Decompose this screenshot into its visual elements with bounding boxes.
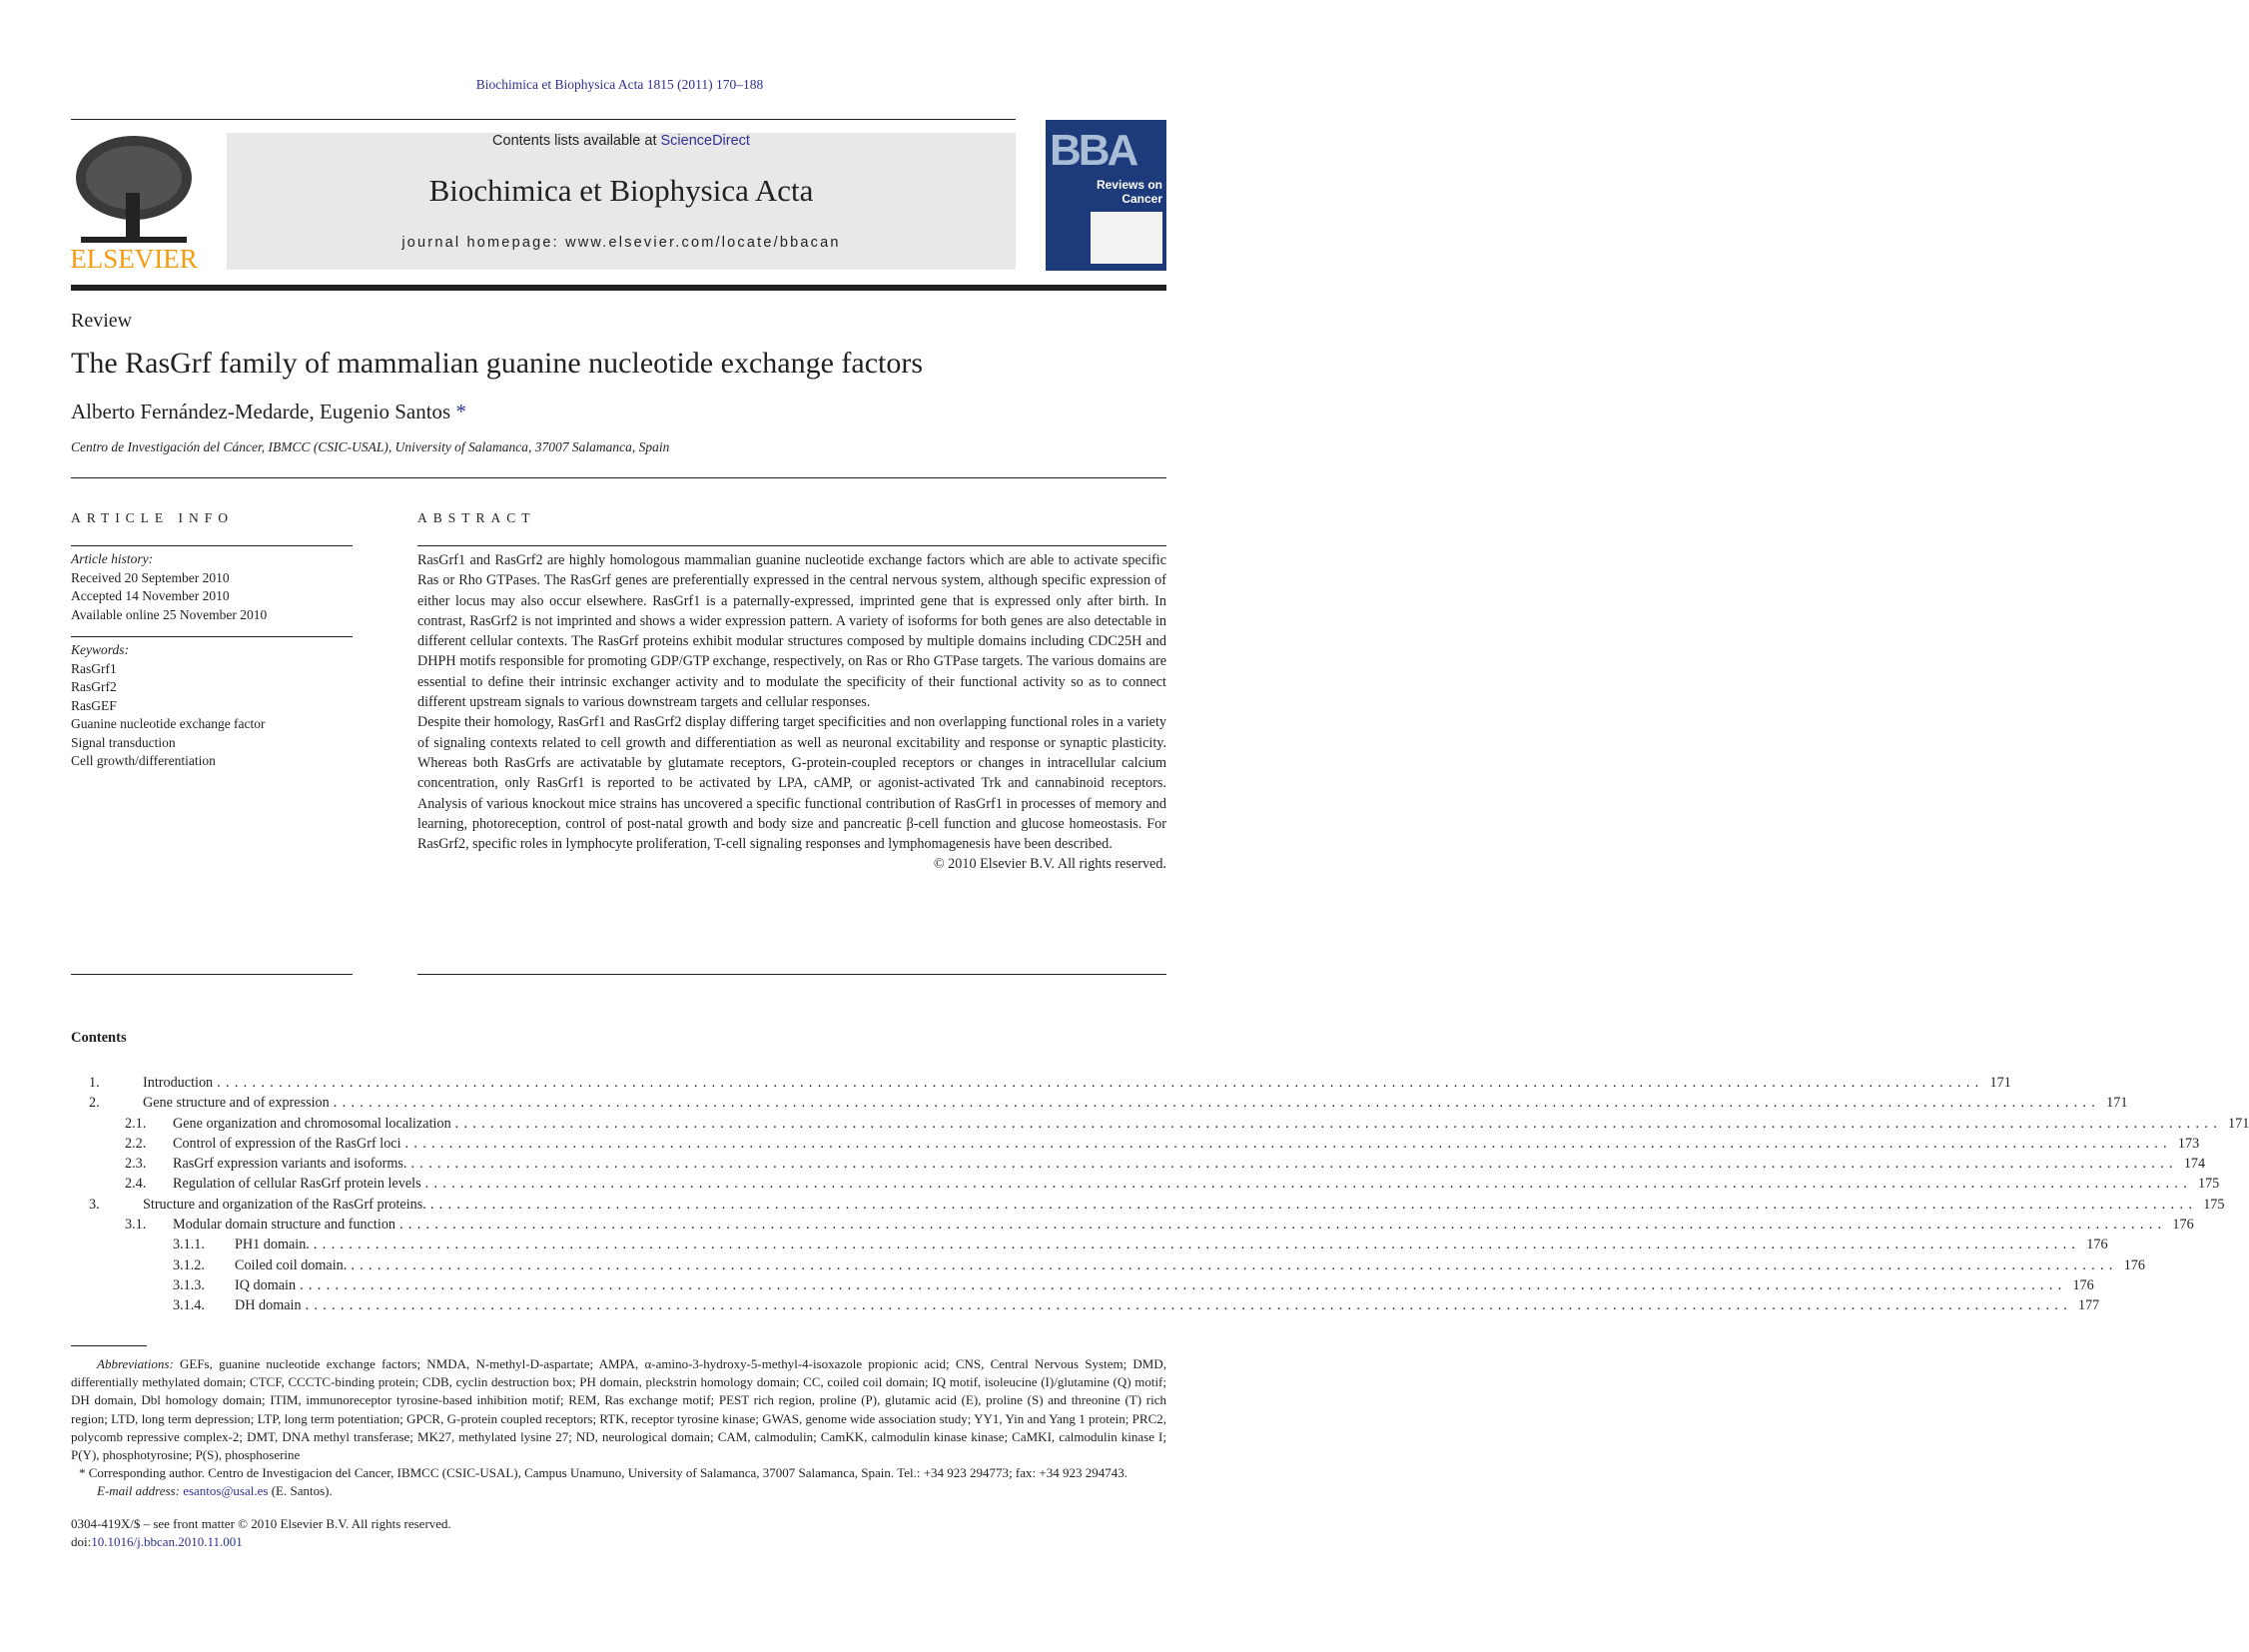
toc-entry[interactable] xyxy=(71,1295,2100,1315)
journal-citation[interactable]: Biochimica et Biophysica Acta 1815 (2011) 170–188 xyxy=(475,77,764,92)
divider xyxy=(71,974,353,975)
toc-page[interactable]: 171 xyxy=(2106,1095,2128,1112)
toc-entry[interactable] xyxy=(71,1235,2108,1254)
divider xyxy=(71,477,1166,478)
toc-entry[interactable] xyxy=(71,1275,2094,1295)
journal-cover[interactable] xyxy=(1046,120,1166,271)
keyword: RasGrf2 xyxy=(71,679,117,694)
toc-leader: ........................................................................................................................................................................................................ xyxy=(305,1297,2072,1314)
toc-page[interactable]: 175 xyxy=(2203,1196,2225,1213)
toc-entry[interactable] xyxy=(71,1073,2011,1093)
toc-page[interactable]: 176 xyxy=(2123,1256,2145,1273)
toc-leader: ........................................................................................................................................................................................................ xyxy=(429,1196,2198,1213)
email-note: E-mail address: esantos@usal.es (E. Santos). xyxy=(97,1483,333,1499)
toc-page[interactable]: 174 xyxy=(2183,1156,2206,1173)
toc-leader: ........................................................................................................................................................................................................ xyxy=(399,1217,2167,1234)
toc-label[interactable]: DH domain xyxy=(235,1295,306,1315)
toc-number: 3.1. xyxy=(125,1217,147,1234)
keywords: Keywords: RasGrf1 RasGrf2 RasGEF Guanine nucleotide exchange factor Signal transduction Cell growth/differentiation xyxy=(71,641,353,771)
toc-leader: ........................................................................................................................................................................................................ xyxy=(410,1156,2178,1173)
toc-number: 3.1.2. xyxy=(173,1256,205,1273)
toc-leader: ........................................................................................................................................................................................................ xyxy=(404,1135,2172,1152)
article-info-heading: ARTICLE INFO xyxy=(71,510,235,525)
keyword: Cell growth/differentiation xyxy=(71,753,216,768)
divider xyxy=(71,545,353,546)
sciencedirect-link[interactable]: ScienceDirect xyxy=(660,133,750,149)
email-link[interactable]: esantos@usal.es xyxy=(183,1483,269,1499)
abstract-heading: ABSTRACT xyxy=(417,510,536,525)
toc-leader: ........................................................................................................................................................................................................ xyxy=(351,1256,2118,1273)
toc-label[interactable]: Modular domain structure and function xyxy=(173,1215,399,1235)
keyword: RasGrf1 xyxy=(71,660,117,676)
corresponding-author-link[interactable]: * xyxy=(455,400,466,423)
cover-bba: BBA xyxy=(1050,126,1136,175)
toc-page[interactable]: 173 xyxy=(2177,1135,2200,1152)
cover-figure xyxy=(1091,212,1162,264)
article-title: The RasGrf family of mammalian guanine nucleotide exchange factors xyxy=(71,347,924,380)
abstract-text: RasGrf1 and RasGrf2 are highly homologous mammalian guanine nucleotide exchange factors which are able to activate specific Ras or Rho GTPases. The RasGrf genes are preferentially expressed in the central nervous system, although specific expression of either locus may also occur elsewhere. RasGrf1 is a paternally-expressed, imprinted gene that is expressed only after birth. In contrast, RasGrf2 is not imprinted and shows a wider expression pattern. A variety of isoforms for both genes are also detectable in different cellular contexts. The RasGrf proteins exhibit modular structures composed by multiple domains including CDC25H and DHPH motifs responsible for promoting GDP/GTP exchange, respectively, on Ras or Rho GTPase targets. The various domains are essential to define their intrinsic exchanger activity and to modulate the specificity of their functional activity so as to connect different upstream signals to various downstream targets and cellular responses. Despite their homology, RasGrf1 and RasGrf2 display differing target specificities and non overlapping functional roles in a variety of signaling contexts related to cell growth and differentiation as well as neuronal excitability and response or synaptic plasticity. Whereas both RasGrfs are activatable by glutamate receptors, G-protein-coupled receptors or changes in intracellular calcium concentration, only RasGrf1 is reported to be activated by LPA, cAMP, or agonist-activated Trk and cannabinoid receptors. Analysis of various knockout mice strains has uncovered a specific functional contribution of RasGrf1 in processes of memory and learning, photoreception, control of post-natal growth and body size and pancreatic β-cell function and glucose homeostasis. For RasGrf2, specific roles in lymphocyte proliferation, T-cell signaling responses and lymphomagenesis have been described. © 2010 Elsevier B.V. All rights reserved. xyxy=(417,550,1166,875)
page-footer-area xyxy=(71,1355,1166,1551)
toc-label[interactable]: Regulation of cellular RasGrf protein levels xyxy=(173,1174,425,1194)
article-history: Article history: Received 20 September 2010 Accepted 14 November 2010 Available online 25 November 2010 xyxy=(71,551,268,622)
divider xyxy=(71,119,1016,120)
toc-label[interactable]: Gene structure and of expression xyxy=(143,1093,334,1113)
toc-number: 2.4. xyxy=(125,1176,147,1193)
cover-subtitle: Reviews on Cancer xyxy=(1096,178,1162,206)
elsevier-wordmark: ELSEVIER xyxy=(70,244,198,274)
toc-number: 3. xyxy=(89,1196,100,1213)
toc-number: 2.1. xyxy=(125,1115,147,1132)
toc-number: 3.1.1. xyxy=(173,1237,205,1253)
toc-entry[interactable] xyxy=(71,1174,2220,1194)
tree-icon xyxy=(70,133,198,274)
journal-homepage[interactable]: journal homepage: www.elsevier.com/locate/bbacan xyxy=(401,235,841,251)
toc-label[interactable]: Coiled coil domain. xyxy=(235,1255,351,1275)
keyword: Guanine nucleotide exchange factor xyxy=(71,716,266,731)
toc-leader: ........................................................................................................................................................................................................ xyxy=(217,1075,1984,1091)
toc-page[interactable]: 175 xyxy=(2197,1176,2220,1193)
toc-page[interactable]: 176 xyxy=(2072,1276,2094,1293)
toc-number: 2. xyxy=(89,1095,100,1112)
divider xyxy=(71,636,353,637)
toc-entry[interactable] xyxy=(71,1215,2194,1235)
toc-page[interactable]: 176 xyxy=(2086,1237,2108,1253)
keyword: Signal transduction xyxy=(71,734,176,750)
journal-header-box xyxy=(227,133,1016,270)
keyword: RasGEF xyxy=(71,697,117,713)
footnote-divider xyxy=(71,1345,147,1346)
toc-label[interactable]: Gene organization and chromosomal localization xyxy=(173,1114,455,1134)
toc-label[interactable]: IQ domain xyxy=(235,1275,300,1295)
table-of-contents xyxy=(71,1073,2249,1316)
toc-label[interactable]: Control of expression of the RasGrf loci xyxy=(173,1134,405,1154)
toc-label[interactable]: RasGrf expression variants and isoforms. xyxy=(173,1154,410,1174)
divider xyxy=(417,974,1166,975)
toc-page[interactable]: 171 xyxy=(1989,1075,2011,1091)
contents-heading: Contents xyxy=(71,1030,127,1046)
toc-label[interactable]: Introduction xyxy=(143,1073,217,1093)
footnotes xyxy=(71,1355,1166,1501)
copyright: © 2010 Elsevier B.V. All rights reserved. xyxy=(933,856,1166,873)
corresponding-author-note: * Corresponding author. Centro de Investigacion del Cancer, IBMCC (CSIC-USAL), Campus Unamuno, University of Salamanca, 37007 Salamanca, Spain. Tel.: +34 923 294773; fax: +34 923 294743. xyxy=(79,1465,1127,1481)
toc-entry[interactable] xyxy=(71,1114,2249,1134)
abbreviations: Abbreviations: GEFs, guanine nucleotide exchange factors; NMDA, N-methyl-D-aspartate; AMPA, α-amino-3-hydroxy-5-methyl-4-isoxazole propionic acid; CNS, Central Nervous System; DMD, differentially methylated domain; CTCF, CCCTC-binding protein; CDB, cyclin destruction box; PH domain, pleckstrin homology domain; CC, coiled coil domain; IQ motif, isoleucine (I)/glutamine (Q) motif; DH domain, Dbl homology domain; ITIM, immunoreceptor tyrosine-based inhibition motif; REM, Ras exchange motif; PEST rich region, proline (P), glutamic acid (E), proline (S) and threonine (T) rich region; LTD, long term depression; LTP, long term potentiation; GPCR, G-protein coupled receptors; RTK, receptor tyrosine kinase; GWAS, genome wide association study; YY1, Yin and Yang 1 protein; PRC2, polycomb repressive complex-2; DMT, DNA methyl transferase; MK27, methylated lysine 27; ND, neurological domain; CAM, calmodulin; CamKK, calmodulin kinase kinase; CaMKI, calmodulin kinase I; P(Y), phosphotyrosine; P(S), phosphoserine xyxy=(71,1356,1166,1463)
toc-number: 3.1.4. xyxy=(173,1297,205,1314)
article-type: Review xyxy=(71,310,133,332)
toc-entry[interactable] xyxy=(71,1195,2225,1215)
header-bar xyxy=(71,285,1166,291)
toc-number: 3.1.3. xyxy=(173,1276,205,1293)
toc-leader: ........................................................................................................................................................................................................ xyxy=(424,1176,2192,1193)
elsevier-logo[interactable] xyxy=(70,133,198,274)
toc-leader: ........................................................................................................................................................................................................ xyxy=(313,1237,2081,1253)
toc-leader: ........................................................................................................................................................................................................ xyxy=(300,1276,2067,1293)
toc-entry[interactable] xyxy=(71,1093,2128,1113)
toc-entry[interactable] xyxy=(71,1255,2145,1275)
affiliation: Centro de Investigación del Cáncer, IBMCC (CSIC-USAL), University of Salamanca, 37007 Salamanca, Spain xyxy=(71,439,670,454)
toc-entry[interactable] xyxy=(71,1154,2206,1174)
journal-title: Biochimica et Biophysica Acta xyxy=(428,173,814,208)
toc-number: 2.2. xyxy=(125,1135,147,1152)
authors: Alberto Fernández-Medarde, Eugenio Santos * xyxy=(71,400,466,423)
toc-page[interactable]: 177 xyxy=(2077,1297,2100,1314)
toc-number: 1. xyxy=(89,1075,100,1091)
toc-label[interactable]: PH1 domain. xyxy=(235,1235,314,1254)
contents-availability: Contents lists available at ScienceDirect xyxy=(492,133,750,149)
toc-entry[interactable] xyxy=(71,1134,2200,1154)
toc-leader: ........................................................................................................................................................................................................ xyxy=(454,1115,2223,1132)
doi-link[interactable]: 10.1016/j.bbcan.2010.11.001 xyxy=(91,1533,243,1549)
divider xyxy=(417,545,1166,546)
toc-leader: ........................................................................................................................................................................................................ xyxy=(333,1095,2101,1112)
toc-page[interactable]: 171 xyxy=(2228,1115,2249,1132)
front-matter: 0304-419X/$ – see front matter © 2010 Elsevier B.V. All rights reserved. doi:10.1016/j.bbcan.2010.11.001 xyxy=(71,1515,451,1549)
toc-number: 2.3. xyxy=(125,1156,147,1173)
toc-page[interactable]: 176 xyxy=(2172,1217,2194,1234)
toc-label[interactable]: Structure and organization of the RasGrf proteins. xyxy=(143,1195,430,1215)
